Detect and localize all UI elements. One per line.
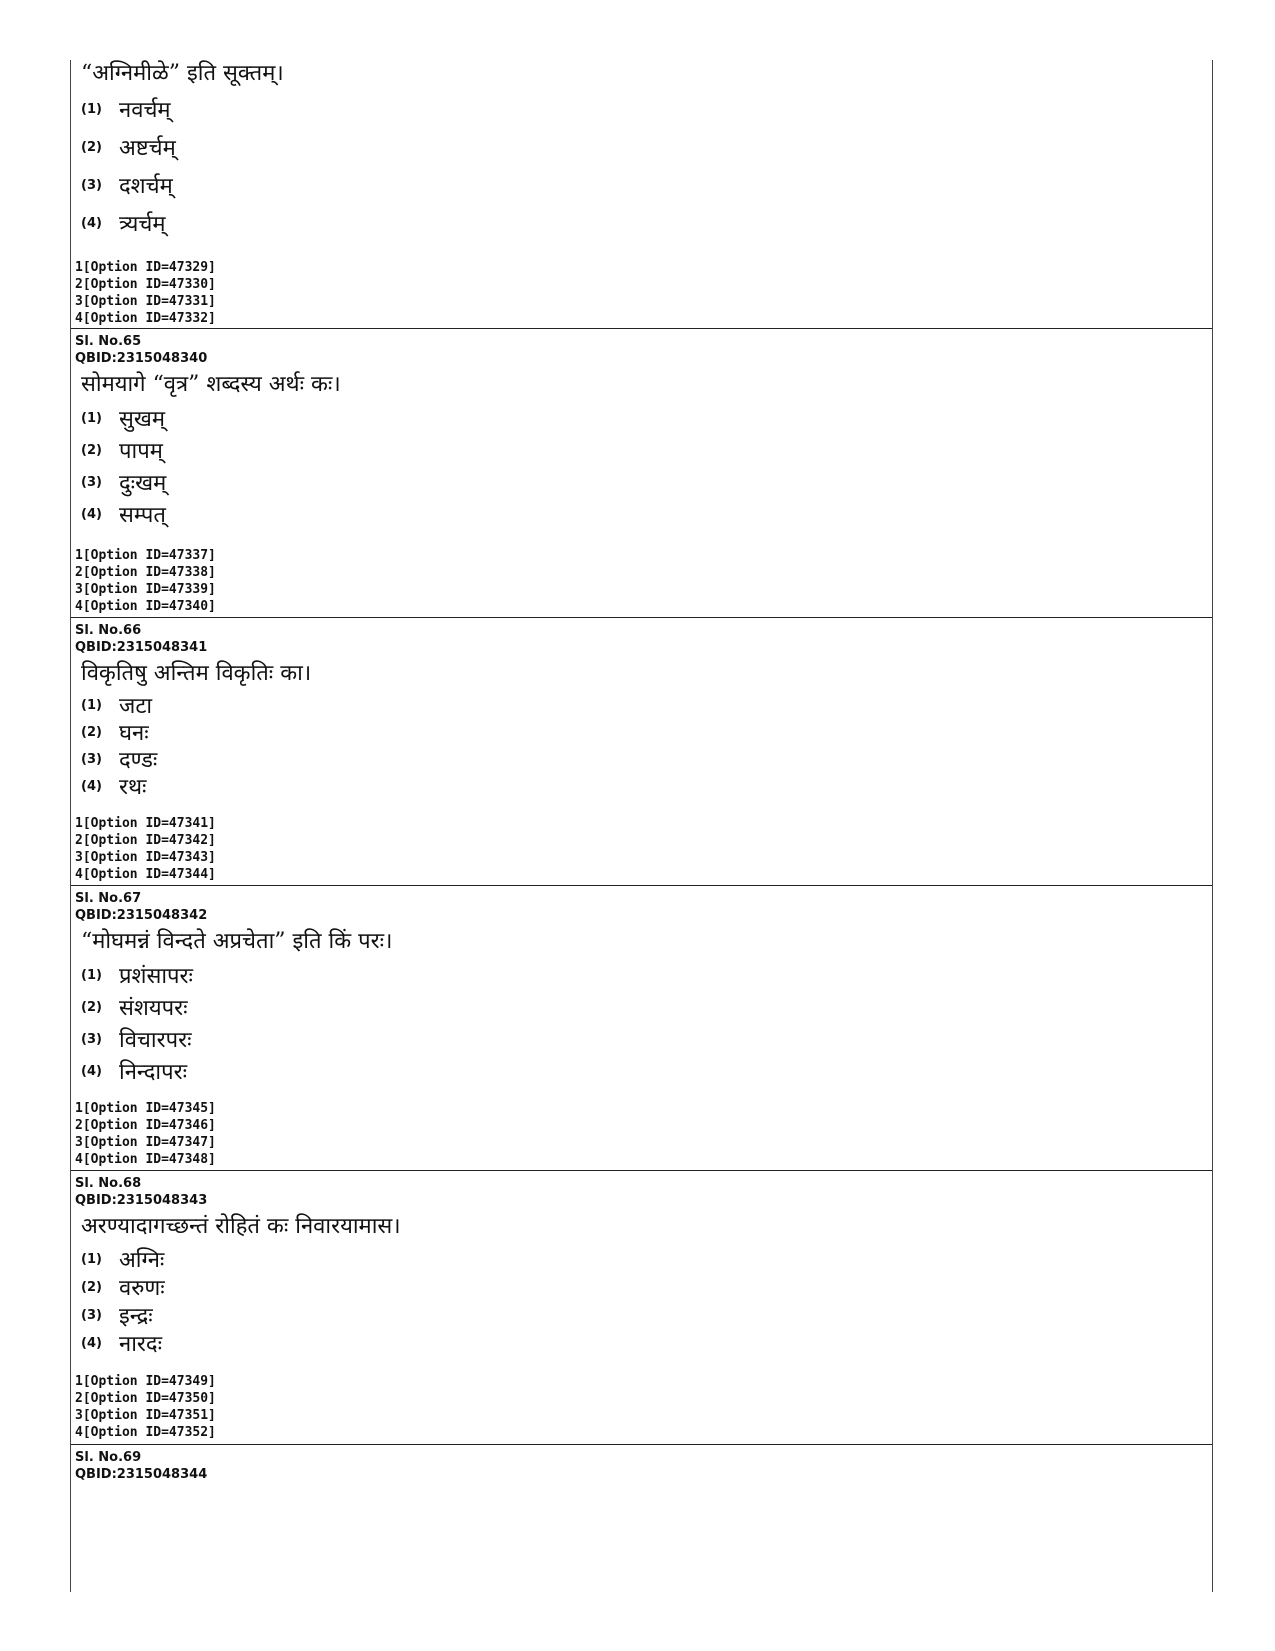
option-id: 1[Option ID=47341] — [75, 816, 216, 831]
qbid: QBID:2315048341 — [75, 640, 208, 655]
option-2 — [81, 992, 188, 1022]
question-block-69 — [71, 1444, 1212, 1592]
serial-number: Sl. No.67 — [75, 891, 142, 906]
question-text: “अग्निमीळे” इति सूक्तम्। — [81, 61, 284, 86]
option-id: 4[Option ID=47344] — [75, 867, 216, 882]
option-number: (4) — [81, 1063, 102, 1079]
option-text: दशर्चम् — [119, 174, 173, 199]
option-id: 1[Option ID=47349] — [75, 1374, 216, 1389]
option-number: (2) — [81, 724, 102, 740]
question-sheet — [70, 60, 1213, 1592]
option-number: (4) — [81, 1335, 102, 1351]
option-1 — [81, 690, 152, 720]
question-text: “मोघमन्नं विन्दते अप्रचेता” इति किं परः। — [81, 929, 393, 954]
serial-number: Sl. No.65 — [75, 334, 142, 349]
option-text: पापम् — [119, 439, 163, 464]
option-text: निन्दापरः — [119, 1060, 188, 1085]
option-id: 4[Option ID=47352] — [75, 1425, 216, 1440]
option-number: (2) — [81, 1279, 102, 1295]
question-block-64 — [71, 60, 1212, 328]
option-4 — [81, 1328, 162, 1358]
option-number: (3) — [81, 1307, 102, 1323]
option-2 — [81, 435, 163, 465]
option-id: 2[Option ID=47346] — [75, 1118, 216, 1133]
option-text: घनः — [119, 721, 149, 746]
qbid: QBID:2315048342 — [75, 908, 208, 923]
question-block-66 — [71, 617, 1212, 885]
option-id: 4[Option ID=47340] — [75, 599, 216, 614]
option-1 — [81, 1244, 164, 1274]
option-number: (3) — [81, 474, 102, 490]
option-text: अग्निः — [119, 1248, 165, 1273]
option-number: (1) — [81, 1251, 102, 1267]
qbid: QBID:2315048344 — [75, 1467, 208, 1482]
option-1 — [81, 403, 165, 433]
option-text: दुःखम् — [119, 471, 167, 496]
option-1 — [81, 960, 193, 990]
option-number: (1) — [81, 967, 102, 983]
option-text: प्रशंसापरः — [119, 964, 193, 989]
question-block-68 — [71, 1170, 1212, 1444]
option-id: 4[Option ID=47348] — [75, 1152, 216, 1167]
option-text: सुखम् — [119, 407, 166, 432]
option-id-list — [75, 547, 216, 615]
option-2 — [81, 1272, 165, 1302]
option-id: 2[Option ID=47350] — [75, 1391, 216, 1406]
option-number: (3) — [81, 1031, 102, 1047]
question-text: अरण्यादागच्छन्तं रोहितं कः निवारयामास। — [81, 1214, 401, 1239]
option-3 — [81, 170, 173, 200]
option-id-list — [75, 1100, 216, 1168]
option-number: (2) — [81, 139, 102, 155]
option-number: (1) — [81, 410, 102, 426]
question-text: विकृतिषु अन्तिम विकृतिः का। — [81, 661, 312, 686]
option-3 — [81, 744, 157, 774]
serial-number: Sl. No.68 — [75, 1176, 142, 1191]
question-block-67 — [71, 885, 1212, 1170]
option-text: इन्द्रः — [119, 1304, 153, 1329]
option-number: (2) — [81, 999, 102, 1015]
option-id: 1[Option ID=47345] — [75, 1101, 216, 1116]
option-id: 3[Option ID=47339] — [75, 582, 216, 597]
option-text: वरुणः — [119, 1276, 165, 1301]
question-text: सोमयागे “वृत्र” शब्दस्य अर्थः कः। — [81, 372, 341, 397]
serial-number: Sl. No.69 — [75, 1450, 142, 1465]
option-id: 1[Option ID=47329] — [75, 260, 216, 275]
option-3 — [81, 1300, 153, 1330]
option-1 — [81, 94, 171, 124]
option-id: 4[Option ID=47332] — [75, 311, 216, 326]
option-id: 2[Option ID=47342] — [75, 833, 216, 848]
option-id: 3[Option ID=47343] — [75, 850, 216, 865]
option-4 — [81, 208, 166, 238]
qbid: QBID:2315048340 — [75, 351, 208, 366]
option-3 — [81, 1024, 192, 1054]
option-number: (2) — [81, 442, 102, 458]
option-4 — [81, 499, 166, 529]
option-id: 3[Option ID=47331] — [75, 294, 216, 309]
option-id: 2[Option ID=47330] — [75, 277, 216, 292]
option-id-list — [75, 1373, 216, 1441]
qbid: QBID:2315048343 — [75, 1193, 208, 1208]
option-2 — [81, 132, 176, 162]
question-block-65 — [71, 328, 1212, 617]
option-text: नवर्चम् — [119, 98, 171, 123]
option-id: 1[Option ID=47337] — [75, 548, 216, 563]
option-number: (1) — [81, 697, 102, 713]
option-text: संशयपरः — [119, 996, 188, 1021]
option-3 — [81, 467, 166, 497]
serial-number: Sl. No.66 — [75, 623, 142, 638]
option-2 — [81, 717, 149, 747]
option-text: विचारपरः — [119, 1028, 192, 1053]
option-number: (1) — [81, 101, 102, 117]
option-text: अष्टर्चम् — [119, 136, 176, 161]
option-text: सम्पत् — [119, 503, 166, 528]
option-number: (4) — [81, 778, 102, 794]
option-number: (3) — [81, 177, 102, 193]
option-4 — [81, 771, 147, 801]
option-text: रथः — [119, 775, 147, 800]
option-id: 2[Option ID=47338] — [75, 565, 216, 580]
option-id: 3[Option ID=47347] — [75, 1135, 216, 1150]
option-id-list — [75, 259, 216, 327]
option-id-list — [75, 815, 216, 883]
option-number: (4) — [81, 215, 102, 231]
option-text: नारदः — [119, 1332, 163, 1357]
option-id: 3[Option ID=47351] — [75, 1408, 216, 1423]
option-text: त्र्यर्चम् — [119, 212, 166, 237]
option-number: (4) — [81, 506, 102, 522]
option-text: दण्डः — [119, 748, 158, 773]
option-number: (3) — [81, 751, 102, 767]
option-4 — [81, 1056, 187, 1086]
option-text: जटा — [119, 694, 153, 719]
